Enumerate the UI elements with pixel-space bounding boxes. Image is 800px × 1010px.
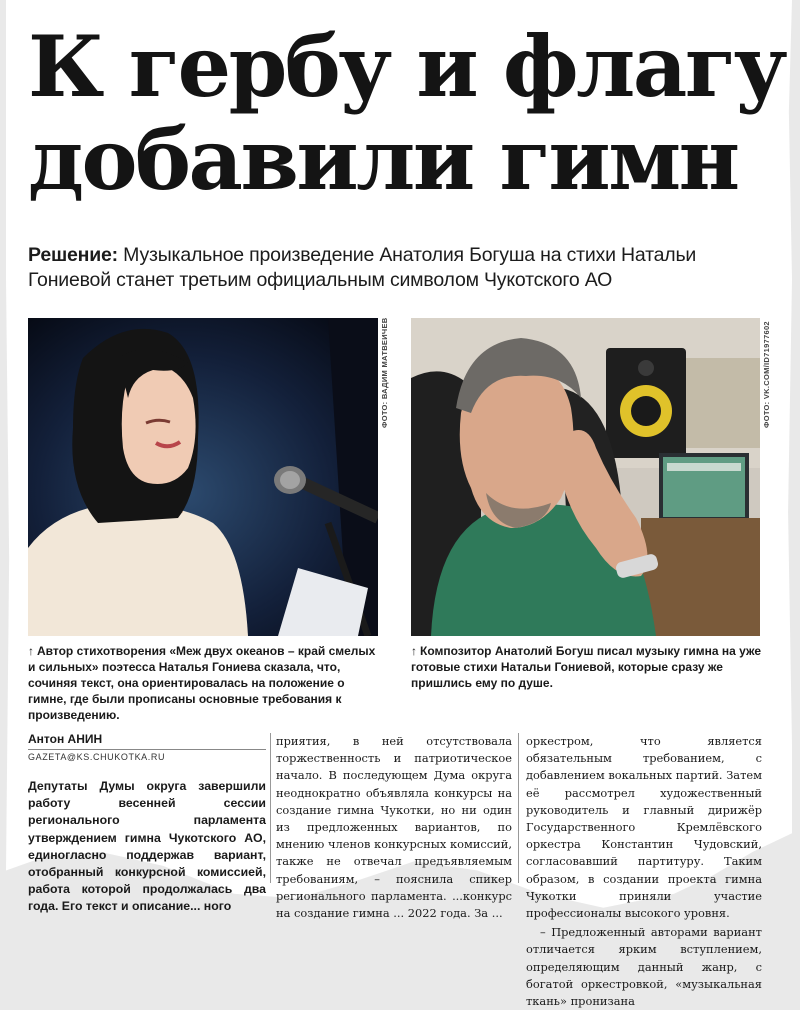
column-divider (270, 733, 271, 883)
article-paragraph: оркестром, что является обязательным требованием, с добавлением вокальных партий. Затем её рассмотрел художественный руководитель и главный дирижёр Государственного Кремлёвского оркестра Константин Чудовский, согласовавший партитуру. Таким образом, в создании проекта гимна Чукотки приняли участие профессионалы высокого уровня. (526, 734, 762, 921)
article-column-1 (28, 778, 266, 916)
subhead-lead: Решение: (28, 244, 118, 266)
caption-text: Композитор Анатолий Богуш писал музыку гимна на уже готовые стихи Натальи Гониевой, которые сразу же пришлись ему по душе. (411, 644, 762, 690)
column-divider (518, 733, 519, 883)
photo-caption-1 (28, 643, 378, 723)
article-paragraph: – Предложенный авторами вариант отличается ярким вступлением, определяющим данный жанр, с богатой оркестровкой, «музыкальная ткань» пронизана (526, 925, 762, 1009)
article-column-2 (276, 733, 512, 922)
photo-credit-2: ФОТО: VK.COM/ID71977602 (762, 321, 771, 428)
photo-credit-1: ФОТО: ВАДИМ МАТВЕИЧЕВ (380, 317, 389, 428)
caption-arrow-icon: ↑ (28, 644, 34, 658)
author-email: GAZETA@KS.CHUKOTKA.RU (28, 752, 166, 762)
photo-composer (411, 318, 760, 636)
article-paragraph: приятия, в ней отсутствовала торжественность и патриотическое начало. В последующем Дума округа неоднократно объявляла конкурсы на создание гимна Чукотки, но ни один из предложенных вариантов, по мнению членов конкурсных комиссий, также не отвечал предъявляемым требованиям, – пояснила спикер регионального парламента. ...конкурс на создание гимна ... 2022 года. За ... (276, 734, 512, 921)
author-byline: Антон АНИН (28, 732, 266, 750)
caption-arrow-icon: ↑ (411, 644, 417, 658)
photo-poetess (28, 318, 378, 636)
photo-caption-2 (411, 643, 761, 691)
article-column-3 (526, 733, 762, 1010)
subheadline (28, 243, 780, 293)
headline: К гербу и флагу добавили гимн (28, 17, 786, 209)
article-paragraph: Депутаты Думы округа завершили работу весенней сессии регионального парламента утверждением гимна Чукотского АО, единогласно поддержав вариант, отобранный конкурсной комиссией, работа которой продолжалась два года. Его текст и описание... ного (28, 779, 266, 914)
subhead-text: Музыкальное произведение Анатолия Богуша на стихи Натальи Гониевой станет третьим официальным символом Чукотского АО (28, 244, 697, 291)
caption-text: Автор стихотворения «Меж двух океанов – край смелых и сильных» поэтесса Наталья Гониева сказала, что, сочиняя текст, она ориентировалась на положение о гимне, где были прописаны основные требования к произведению. (28, 644, 376, 722)
